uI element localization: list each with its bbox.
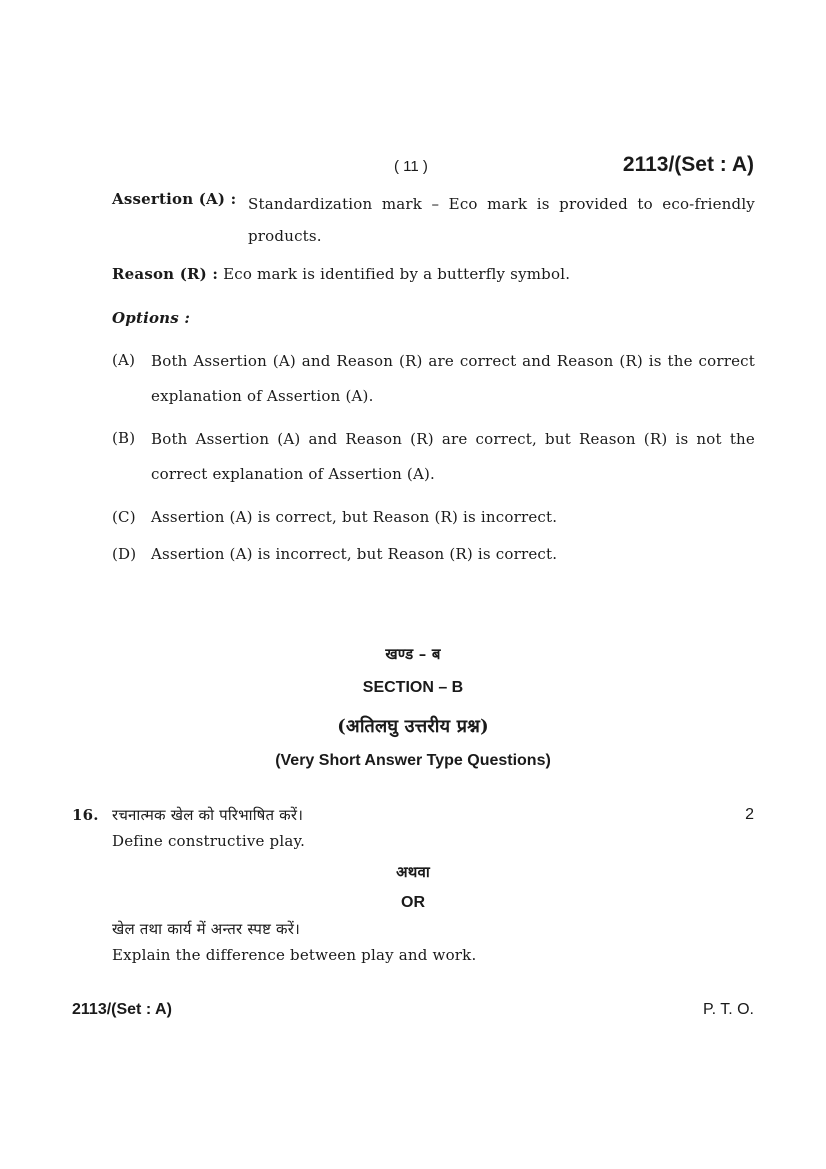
option-d-text: Assertion (A) is incorrect, but Reason (R) is correct. — [151, 545, 558, 563]
option-c-letter: (C) — [112, 508, 136, 526]
question-hindi: रचनात्मक खेल को परिभाषित करें। — [112, 806, 304, 824]
or-english: OR — [401, 894, 425, 911]
reason-line — [112, 265, 570, 283]
section-title: SECTION – B — [362, 679, 464, 696]
header-set-code: 2113/(Set : A) — [622, 153, 754, 176]
option-c-text: Assertion (A) is correct, but Reason (R) is incorrect. — [151, 508, 558, 526]
option-a-letter: (A) — [112, 351, 136, 369]
assertion-label: Assertion (A) : — [112, 190, 237, 208]
reason-label: Reason (R) : — [112, 265, 219, 283]
option-a-text: Both Assertion (A) and Reason (R) are correct and Reason (R) is the correct explanation of Assertion (A). — [151, 352, 755, 405]
assertion-text: Standardization mark – Eco mark is provided to eco-friendly products. — [248, 195, 755, 245]
option-b-text: Both Assertion (A) and Reason (R) are correct, but Reason (R) is not the correct explanation of Assertion (A). — [151, 430, 755, 483]
question-number: 16. — [72, 806, 99, 824]
reason-text: Eco mark is identified by a butterfly symbol. — [223, 265, 571, 283]
question-english: Define constructive play. — [112, 832, 306, 850]
page-number: ( 11 ) — [394, 158, 428, 175]
section-hindi-title: खण्ड – ब — [385, 645, 441, 663]
or-hindi: अथवा — [396, 863, 430, 881]
options-label: Options : — [112, 309, 191, 327]
alternate-question-hindi: खेल तथा कार्य में अन्तर स्पष्ट करें। — [112, 920, 300, 938]
footer-pto: P. T. O. — [703, 1001, 754, 1018]
alternate-question-english: Explain the difference between play and work. — [112, 946, 477, 964]
footer-set-code: 2113/(Set : A) — [72, 1001, 172, 1018]
option-b-letter: (B) — [112, 429, 136, 447]
question-marks: 2 — [745, 806, 754, 823]
section-subtitle: (Very Short Answer Type Questions) — [275, 752, 551, 769]
section-hindi-subtitle: (अतिलघु उत्तरीय प्रश्न) — [337, 716, 489, 737]
option-d-letter: (D) — [112, 545, 137, 563]
